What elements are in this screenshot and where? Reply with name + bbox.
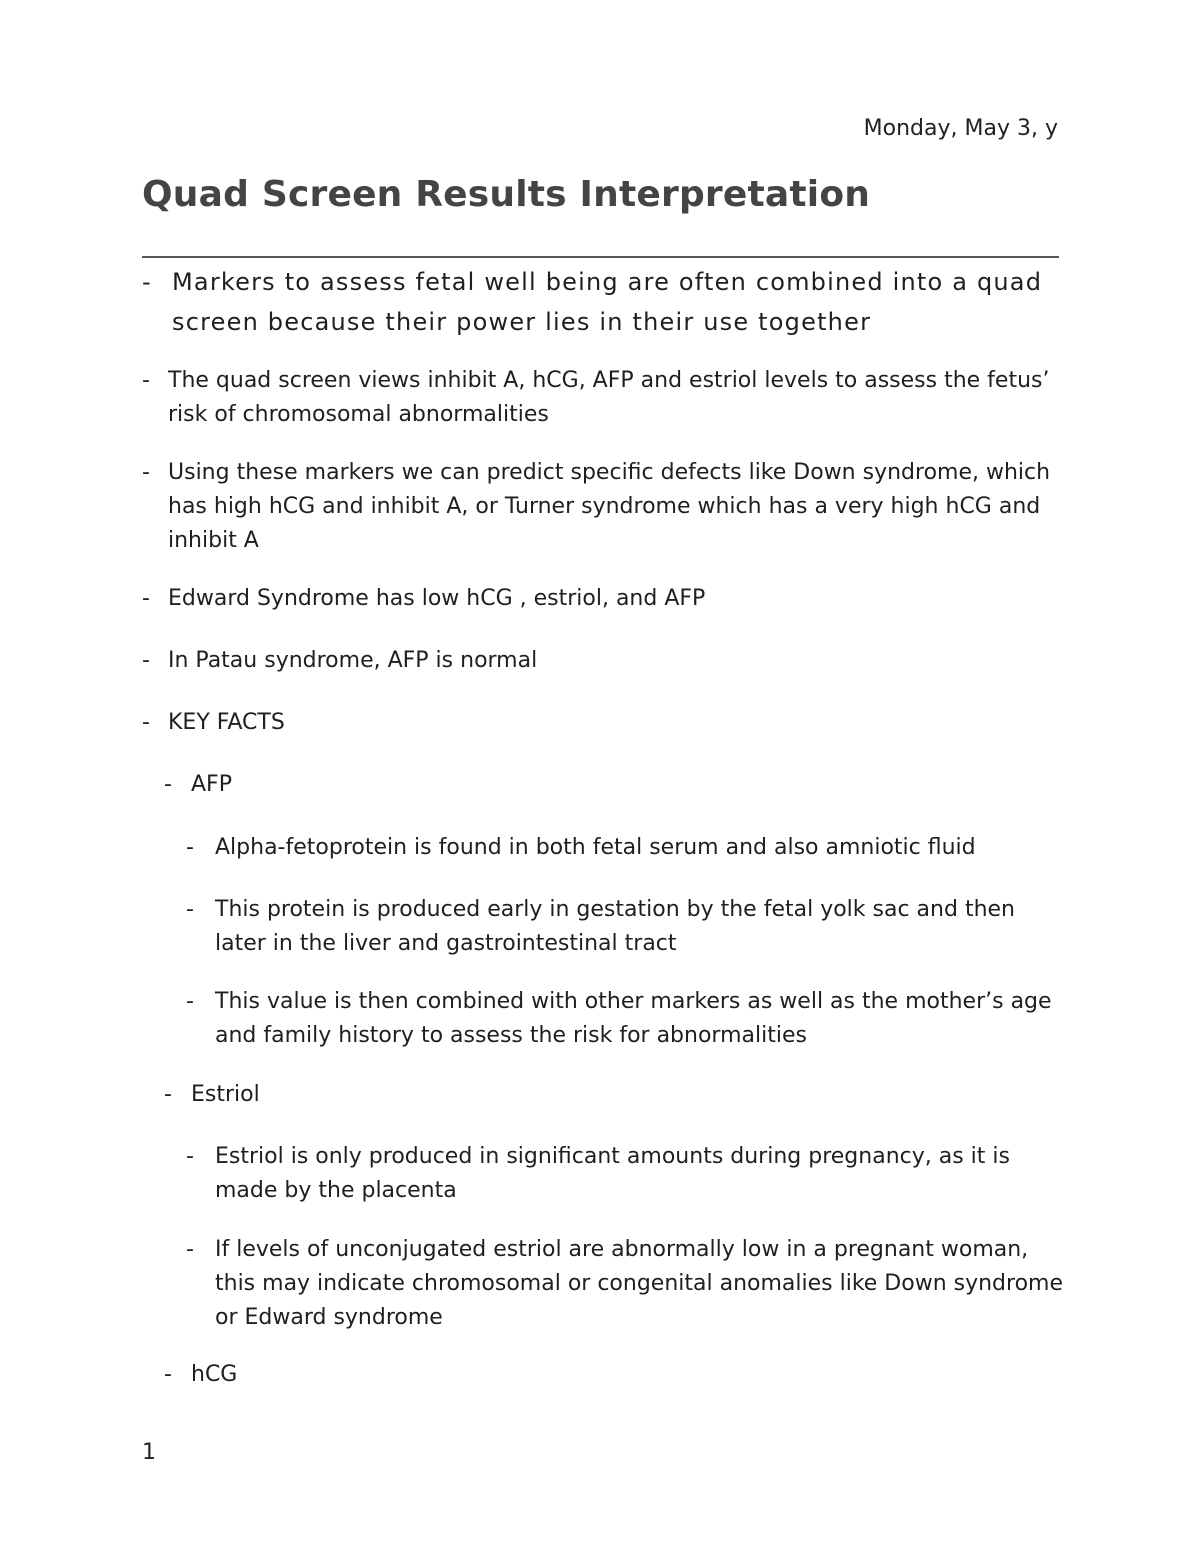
bullet-dash: - bbox=[164, 1082, 172, 1107]
bullet-dash: - bbox=[142, 586, 150, 611]
afp-item-text: This protein is produced early in gestation by the fetal yolk sac and then later in the liver and gastrointestinal tract bbox=[215, 897, 1015, 956]
estriol-item-text: If levels of unconjugated estriol are abnormally low in a pregnant woman, this may indicate chromosomal or congenital anomalies like Down syndrome or Edward syndrome bbox=[215, 1237, 1064, 1330]
bullet-item-key-facts bbox=[142, 706, 1062, 740]
bullet-item bbox=[142, 582, 1062, 616]
bullet-text: KEY FACTS bbox=[168, 710, 285, 735]
bullet-item bbox=[142, 364, 1062, 432]
page-number: 1 bbox=[142, 1440, 156, 1465]
subheading-text: hCG bbox=[191, 1362, 238, 1387]
bullet-dash: - bbox=[186, 897, 194, 922]
subheading-text: Estriol bbox=[191, 1082, 260, 1107]
bullet-dash: - bbox=[186, 835, 194, 860]
afp-item-text: Alpha-fetoprotein is found in both fetal serum and also amniotic fluid bbox=[215, 835, 976, 860]
bullet-dash: - bbox=[186, 989, 194, 1014]
afp-item-text: This value is then combined with other markers as well as the mother’s age and family history to assess the risk for abnormalities bbox=[215, 989, 1052, 1048]
bullet-text: The quad screen views inhibit A, hCG, AFP and estriol levels to assess the fetus’ risk of chromosomal abnormalities bbox=[168, 368, 1050, 427]
bullet-dash: - bbox=[186, 1237, 194, 1262]
afp-item bbox=[186, 893, 1066, 961]
bullet-dash: - bbox=[142, 710, 150, 735]
bullet-dash: - bbox=[142, 648, 150, 673]
estriol-item bbox=[186, 1233, 1066, 1335]
estriol-item-text: Estriol is only produced in significant amounts during pregnancy, as it is made by the placenta bbox=[215, 1144, 1010, 1203]
bullet-dash: - bbox=[142, 268, 152, 296]
title-divider bbox=[142, 256, 1059, 258]
bullet-item bbox=[142, 456, 1062, 558]
document-date: Monday, May 3, y bbox=[863, 116, 1058, 141]
lead-bullet-text: Markers to assess fetal well being are often combined into a quad screen because their power lies in their use together bbox=[172, 268, 1043, 336]
bullet-text: Using these markers we can predict specific defects like Down syndrome, which has high hCG and inhibit A, or Turner syndrome which has a very high hCG and inhibit A bbox=[168, 460, 1051, 553]
bullet-dash: - bbox=[142, 368, 150, 393]
bullet-dash: - bbox=[164, 772, 172, 797]
lead-bullet bbox=[142, 262, 1072, 342]
bullet-dash: - bbox=[142, 460, 150, 485]
subheading-text: AFP bbox=[191, 772, 232, 797]
afp-item bbox=[186, 831, 1066, 865]
afp-item bbox=[186, 985, 1066, 1053]
subheading-estriol bbox=[164, 1078, 1064, 1112]
subheading-hcg bbox=[164, 1358, 1064, 1392]
bullet-dash: - bbox=[186, 1144, 194, 1169]
subheading-afp bbox=[164, 768, 1064, 802]
bullet-text: Edward Syndrome has low hCG , estriol, and AFP bbox=[168, 586, 706, 611]
bullet-text: In Patau syndrome, AFP is normal bbox=[168, 648, 538, 673]
estriol-item bbox=[186, 1140, 1066, 1208]
bullet-dash: - bbox=[164, 1362, 172, 1387]
bullet-item bbox=[142, 644, 1062, 678]
document-title: Quad Screen Results Interpretation bbox=[142, 174, 871, 215]
